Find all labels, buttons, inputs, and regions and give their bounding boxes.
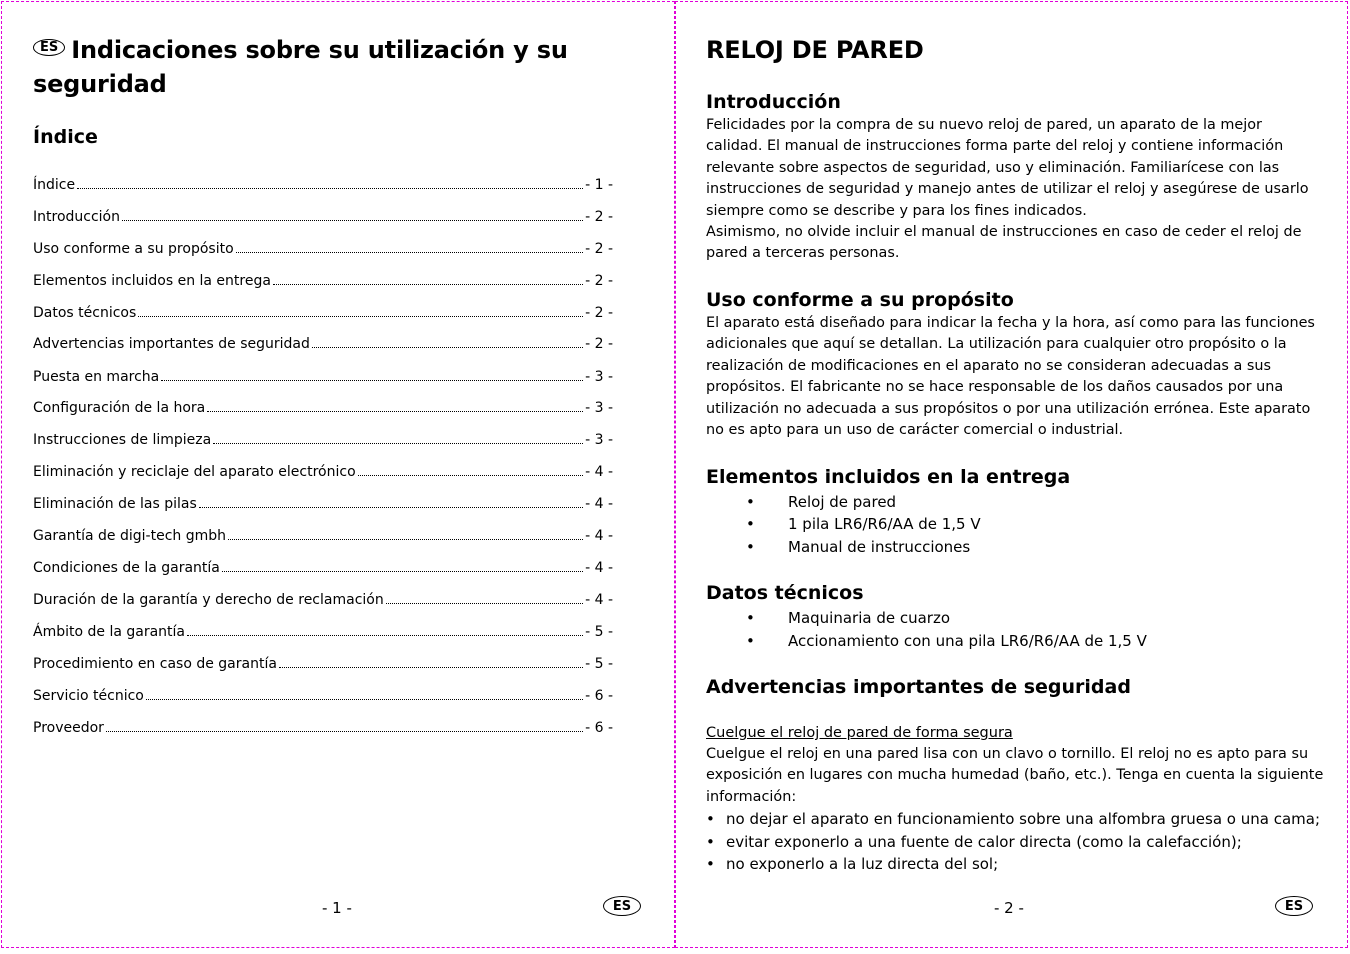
use-paragraph	[706, 313, 1336, 441]
toc-entry-label: Condiciones de la garantía	[33, 560, 220, 576]
toc-entry-label: Instrucciones de limpieza	[33, 432, 212, 448]
toc-entry	[33, 397, 613, 417]
toc-entry-label: Servicio técnico	[33, 688, 144, 704]
page-number: - 1 -	[322, 899, 352, 917]
use-line: adicionales que aquí se detallan. La utilización para cualquier otro propósito o la	[706, 336, 1287, 353]
toc-entry-page: - 4 -	[585, 528, 613, 544]
toc-dot-leader	[207, 397, 583, 412]
toc-entry-label: Garantía de digi-tech gmbh	[33, 528, 227, 544]
toc-entry-page: - 4 -	[585, 464, 613, 480]
bullet-icon: •	[746, 632, 755, 650]
toc-entry-page: - 5 -	[585, 624, 613, 640]
safety-line: Cuelgue el reloj en una pared lisa con un clavo o tornillo. El reloj no es apto para su	[706, 746, 1309, 762]
toc-entry	[33, 557, 613, 577]
safety-line: exposición en lugares con mucha humedad (baño, etc.). Tenga en cuenta la siguiente	[706, 767, 1324, 784]
toc-entry	[33, 238, 613, 258]
toc-entry-page: - 6 -	[585, 688, 613, 704]
bullet-icon: •	[746, 493, 755, 511]
toc-entry	[33, 206, 613, 226]
use-line: no es apto para un uso de carácter comercial o industrial.	[706, 422, 1124, 439]
es-language-badge: ES	[33, 39, 65, 56]
toc-dot-leader	[386, 589, 583, 604]
toc-entry-page: - 4 -	[585, 496, 613, 512]
toc-entry	[33, 621, 613, 641]
toc-dot-leader	[106, 717, 583, 732]
intro-line: Asimismo, no olvide incluir el manual de instrucciones en caso de ceder el reloj de	[706, 224, 1302, 241]
intro-line: pared a terceras personas.	[706, 245, 900, 262]
toc-entry	[33, 717, 613, 737]
toc-dot-leader	[146, 685, 583, 700]
toc-dot-leader	[236, 238, 583, 253]
toc-dot-leader	[199, 493, 583, 508]
toc-entry-label: Duración de la garantía y derecho de reclamación	[33, 592, 384, 608]
bullet-icon: •	[746, 609, 755, 627]
toc-entry-page: - 3 -	[585, 432, 613, 448]
toc-dot-leader	[358, 461, 583, 476]
intro-line: siempre como se describe y para los fines indicados.	[706, 202, 1087, 219]
toc-entry-page: - 2 -	[585, 209, 613, 225]
toc-entry-page: - 4 -	[585, 560, 613, 576]
toc-entry	[33, 493, 613, 513]
toc-dot-leader	[312, 333, 583, 348]
safety-paragraph	[706, 744, 1336, 808]
right-page-title: RELOJ DE PARED	[706, 36, 924, 64]
bullet-icon: •	[706, 833, 715, 851]
left-page-title	[33, 33, 653, 67]
toc-entry	[33, 653, 613, 673]
toc-heading: Índice	[33, 126, 98, 148]
right-page: RELOJ DE PARED Introducción Felicidades por la compra de su nuevo reloj de pared, un aparato de la mejor calidad. El manual de instrucciones forma parte del reloj y contiene información relevante sobre aspectos de seguridad, uso y eliminación. Familiarícese con las instrucciones de seguridad y manejo antes de utilizar el reloj y asegúrese de usarlo siempre como se describe y para los fines indicados. Asimismo, no olvide incluir el manual de instrucciones en caso de ceder el reloj de pared a terceras personas. Uso conforme a su propósito El aparato está diseñado para indicar la fecha y la hora, así como para las funciones adicionales que aquí se detallan. La utilización para cualquier otro propósito o la realización de modificaciones en el aparato no se consideran adecuadas a sus propósitos. El fabricante no se hace responsable de los daños causados por una utilización no adecuada a sus propósitos o por una utilización errónea. Este aparato no es apto para un uso de carácter comercial o industrial. Elementos incluidos en la entrega • Reloj de pared • 1 pila LR6/R6/AA de 1,5 V • Manual de instrucciones Datos técnicos • Maquinaria de cuarzo • Accionamiento con una pila LR6/R6/AA de 1,5 V Advertencias importantes de seguridad Cuelgue el reloj de pared de forma segura Cuelgue el reloj en una pared lisa con un clavo o tornillo. El reloj no es apto para su exposición en lugares con mucha humedad (baño, etc.). Tenga en cuenta la siguiente información: • no dejar el aparato en funcionamiento sobre una alfombra gruesa o una cama; • evitar exponerlo a una fuente de calor directa (como la calefacción); • no exponerlo a la luz directa del sol; - 2 - ES	[675, 1, 1348, 948]
toc-entry-label: Puesta en marcha	[33, 369, 160, 385]
toc-entry-label: Datos técnicos	[33, 305, 137, 321]
toc-entry	[33, 589, 613, 609]
toc-entry	[33, 366, 613, 386]
bullet-icon: •	[706, 810, 715, 828]
toc-entry-label: Eliminación de las pilas	[33, 496, 197, 512]
toc-entry-page: - 2 -	[585, 241, 613, 257]
toc-dot-leader	[222, 557, 583, 572]
toc-dot-leader	[161, 366, 583, 381]
intro-line: instrucciones de seguridad y manejo antes de utilizar el reloj y asegúrese de usarlo	[706, 181, 1309, 198]
toc-dot-leader	[122, 206, 583, 221]
toc-dot-leader	[228, 525, 583, 540]
toc-entry	[33, 174, 613, 194]
intro-paragraph	[706, 115, 1326, 265]
page-number: - 2 -	[994, 899, 1024, 917]
toc-entry	[33, 429, 613, 449]
toc-entry-page: - 3 -	[585, 400, 613, 416]
toc-entry-label: Introducción	[33, 209, 120, 225]
toc-entry-page: - 2 -	[585, 273, 613, 289]
toc-entry-label: Configuración de la hora	[33, 400, 206, 416]
toc-entry-page: - 2 -	[585, 305, 613, 321]
safety-line: información:	[706, 788, 797, 805]
title-line-1: Indicaciones sobre su utilización y su	[71, 36, 568, 64]
toc-dot-leader	[213, 429, 583, 444]
toc-entry-label: Uso conforme a su propósito	[33, 241, 234, 257]
toc-entry	[33, 461, 613, 481]
toc-entry-page: - 5 -	[585, 656, 613, 672]
toc-entry-label: Procedimiento en caso de garantía	[33, 656, 277, 672]
toc-dot-leader	[187, 621, 583, 636]
use-line: propósitos. El fabricante no se hace responsable de los daños causados por una	[706, 379, 1284, 396]
toc-dot-leader	[273, 270, 583, 285]
toc-entry-label: Índice	[33, 177, 76, 193]
toc-entry-page: - 4 -	[585, 592, 613, 608]
use-heading: Uso conforme a su propósito	[706, 289, 1014, 311]
toc-entry	[33, 270, 613, 290]
toc-dot-leader	[279, 653, 583, 668]
toc-dot-leader	[138, 302, 583, 317]
toc-entry	[33, 525, 613, 545]
safety-subheading: Cuelgue el reloj de pared de forma segura	[706, 725, 1013, 741]
toc-entry-label: Proveedor	[33, 720, 104, 736]
safety-heading: Advertencias importantes de seguridad	[706, 676, 1131, 698]
toc-entry	[33, 333, 613, 353]
toc-entry-page: - 2 -	[585, 336, 613, 352]
intro-line: relevante sobre aspectos de seguridad, uso y eliminación. Familiarícese con las	[706, 159, 1280, 176]
toc-entry-page: - 3 -	[585, 369, 613, 385]
intro-heading: Introducción	[706, 91, 841, 113]
use-line: realización de modificaciones en el aparato no se consideran adecuadas a sus	[706, 357, 1271, 374]
es-footer-badge: ES	[1275, 896, 1313, 916]
left-page	[1, 1, 675, 948]
es-footer-badge: ES	[603, 896, 641, 916]
bullet-icon: •	[706, 855, 715, 873]
use-line: El aparato está diseñado para indicar la fecha y la hora, así como para las funciones	[706, 315, 1315, 331]
bullet-icon: •	[746, 538, 755, 556]
toc-entry-page: - 6 -	[585, 720, 613, 736]
toc-entry-page: - 1 -	[585, 177, 613, 193]
title-line-2: seguridad	[33, 70, 167, 98]
intro-line: calidad. El manual de instrucciones forma parte del reloj y contiene información	[706, 138, 1284, 155]
tech-heading: Datos técnicos	[706, 582, 864, 604]
use-line: utilización no adecuada a sus propósitos o por una utilización errónea. Este aparato	[706, 400, 1311, 417]
bullet-icon: •	[746, 515, 755, 533]
contents-heading: Elementos incluidos en la entrega	[706, 466, 1071, 488]
toc-entry-label: Elementos incluidos en la entrega	[33, 273, 271, 289]
toc-entry-label: Ámbito de la garantía	[33, 624, 185, 640]
toc-entry-label: Eliminación y reciclaje del aparato electrónico	[33, 464, 356, 480]
toc-dot-leader	[77, 174, 583, 189]
toc-entry	[33, 685, 613, 705]
intro-line: Felicidades por la compra de su nuevo reloj de pared, un aparato de la mejor	[706, 117, 1262, 133]
toc-entry	[33, 302, 613, 322]
toc-entry-label: Advertencias importantes de seguridad	[33, 336, 310, 352]
